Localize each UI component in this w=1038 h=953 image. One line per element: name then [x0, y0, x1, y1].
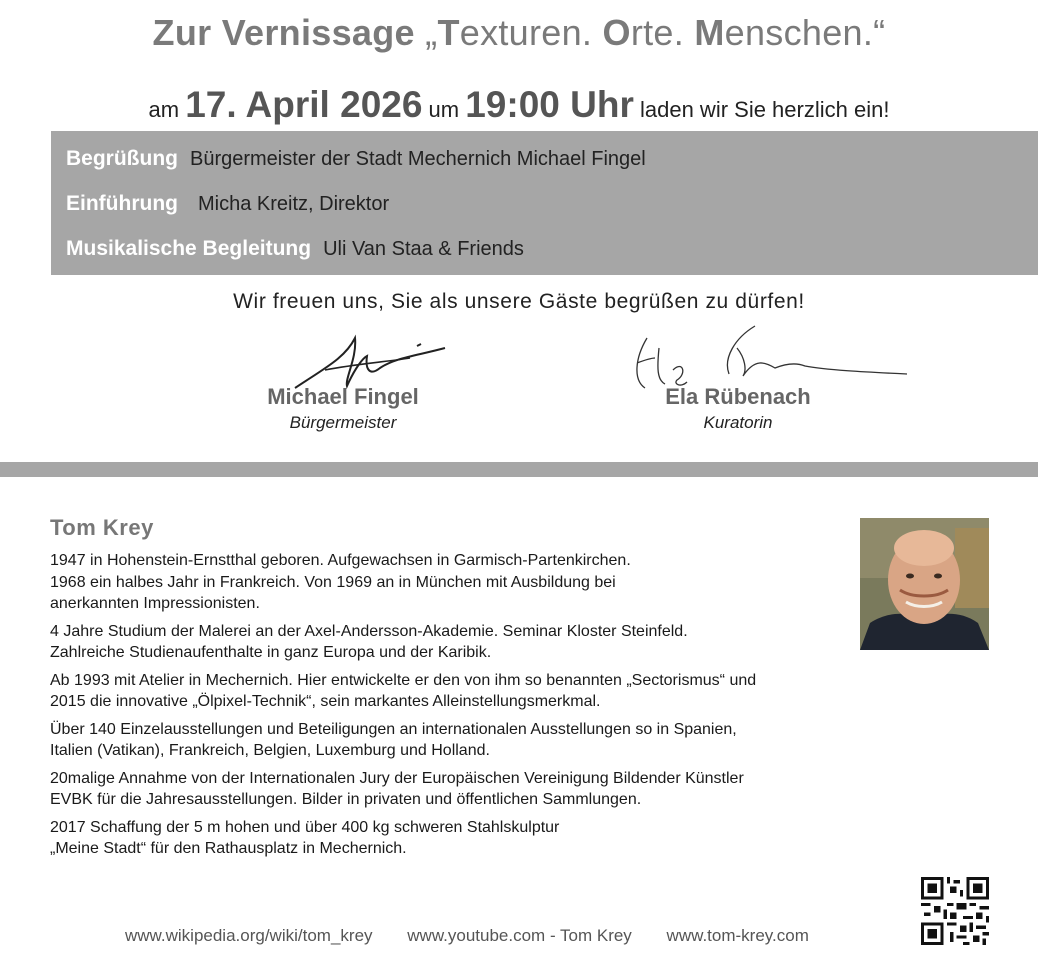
footer-links	[125, 926, 839, 946]
program-label: Musikalische Begleitung	[66, 237, 312, 260]
signer-role: Bürgermeister	[289, 413, 397, 432]
bio-paragraph: 20malige Annahme von der Internationalen Jury der Europäischen Vereinigung Bildender Künstler EVBK für die Jahresausstellungen. Bilder in privaten und öffentlichen Sammlungen.	[50, 769, 744, 808]
program-row-music	[66, 237, 524, 261]
artist-portrait	[860, 518, 989, 650]
signer-name: Ela Rübenach	[665, 384, 811, 409]
event-date: 17. April 2026	[185, 84, 423, 125]
program-text: Uli Van Staa & Friends	[323, 238, 524, 260]
title-word3-rest: enschen.	[724, 12, 874, 53]
title-word3-initial: M	[694, 12, 725, 53]
bio-paragraph: Ab 1993 mit Atelier in Mechernich. Hier entwickelte er den von ihm so benannten „Sectorismus“ und 2015 die innovative „Ölpixel-Technik“, sein markantes Alleinstellungsmerkmal.	[50, 671, 757, 710]
event-title	[0, 12, 1038, 54]
welcome-text: Wir freuen uns, Sie als unsere Gäste begrüßen zu dürfen!	[233, 290, 805, 313]
link-website: www.tom-krey.com	[666, 926, 809, 945]
bio-paragraph: Über 140 Einzelausstellungen und Beteiligungen an internationalen Ausstellungen so in Spanien, Italien (Vatikan), Frankreich, Belgien, Luxemburg und Holland.	[50, 720, 737, 759]
title-word2-rest: rte.	[630, 12, 695, 53]
title-quote-close: “	[873, 12, 886, 53]
link-wikipedia: www.wikipedia.org/wiki/tom_krey	[125, 926, 373, 945]
program-text: Bürgermeister der Stadt Mechernich Michael Fingel	[189, 148, 646, 170]
artist-biography	[50, 550, 910, 866]
signature-block-2	[638, 384, 838, 433]
program-label: Begrüßung	[66, 147, 178, 170]
event-time: 19:00 Uhr	[465, 84, 634, 125]
program-box	[51, 131, 1038, 275]
title-word1-rest: exturen.	[459, 12, 603, 53]
signer-role: Kuratorin	[703, 413, 773, 432]
bio-paragraph: 2017 Schaffung der 5 m hohen und über 400 kg schweren Stahlskulptur „Meine Stadt“ für den Rathausplatz in Mechernich.	[50, 818, 560, 857]
invite-am: am	[148, 97, 186, 122]
bio-paragraph: 1947 in Hohenstein-Ernstthal geboren. Aufgewachsen in Garmisch-Partenkirchen. 1968 ein halbes Jahr in Frankreich. Von 1969 an in München mit Ausbildung bei anerkannten Impressionisten.	[50, 552, 631, 612]
title-quote-open: „	[425, 12, 438, 53]
artist-name: Tom Krey	[50, 515, 154, 540]
program-text: Micha Kreitz, Direktor	[197, 193, 390, 215]
title-word1-initial: T	[437, 12, 460, 53]
qr-code-icon	[921, 877, 989, 945]
signer-name: Michael Fingel	[267, 384, 419, 409]
program-row-intro	[66, 192, 389, 216]
title-word2-initial: O	[602, 12, 631, 53]
section-divider	[0, 462, 1038, 477]
invite-um: um	[422, 97, 466, 122]
signature-ruebenach	[625, 318, 910, 393]
invitation-line	[0, 84, 1038, 126]
bio-paragraph: 4 Jahre Studium der Malerei an der Axel-Andersson-Akademie. Seminar Kloster Steinfeld. Zahlreiche Studienaufenthalte in ganz Europa und der Karibik.	[50, 622, 688, 661]
program-label: Einführung	[66, 192, 178, 215]
title-prefix: Zur Vernissage	[152, 12, 426, 53]
invite-rest: laden wir Sie herzlich ein!	[633, 97, 890, 122]
link-youtube: www.youtube.com - Tom Krey	[407, 926, 632, 945]
signature-block-1	[243, 384, 443, 433]
program-row-welcome	[66, 147, 646, 171]
